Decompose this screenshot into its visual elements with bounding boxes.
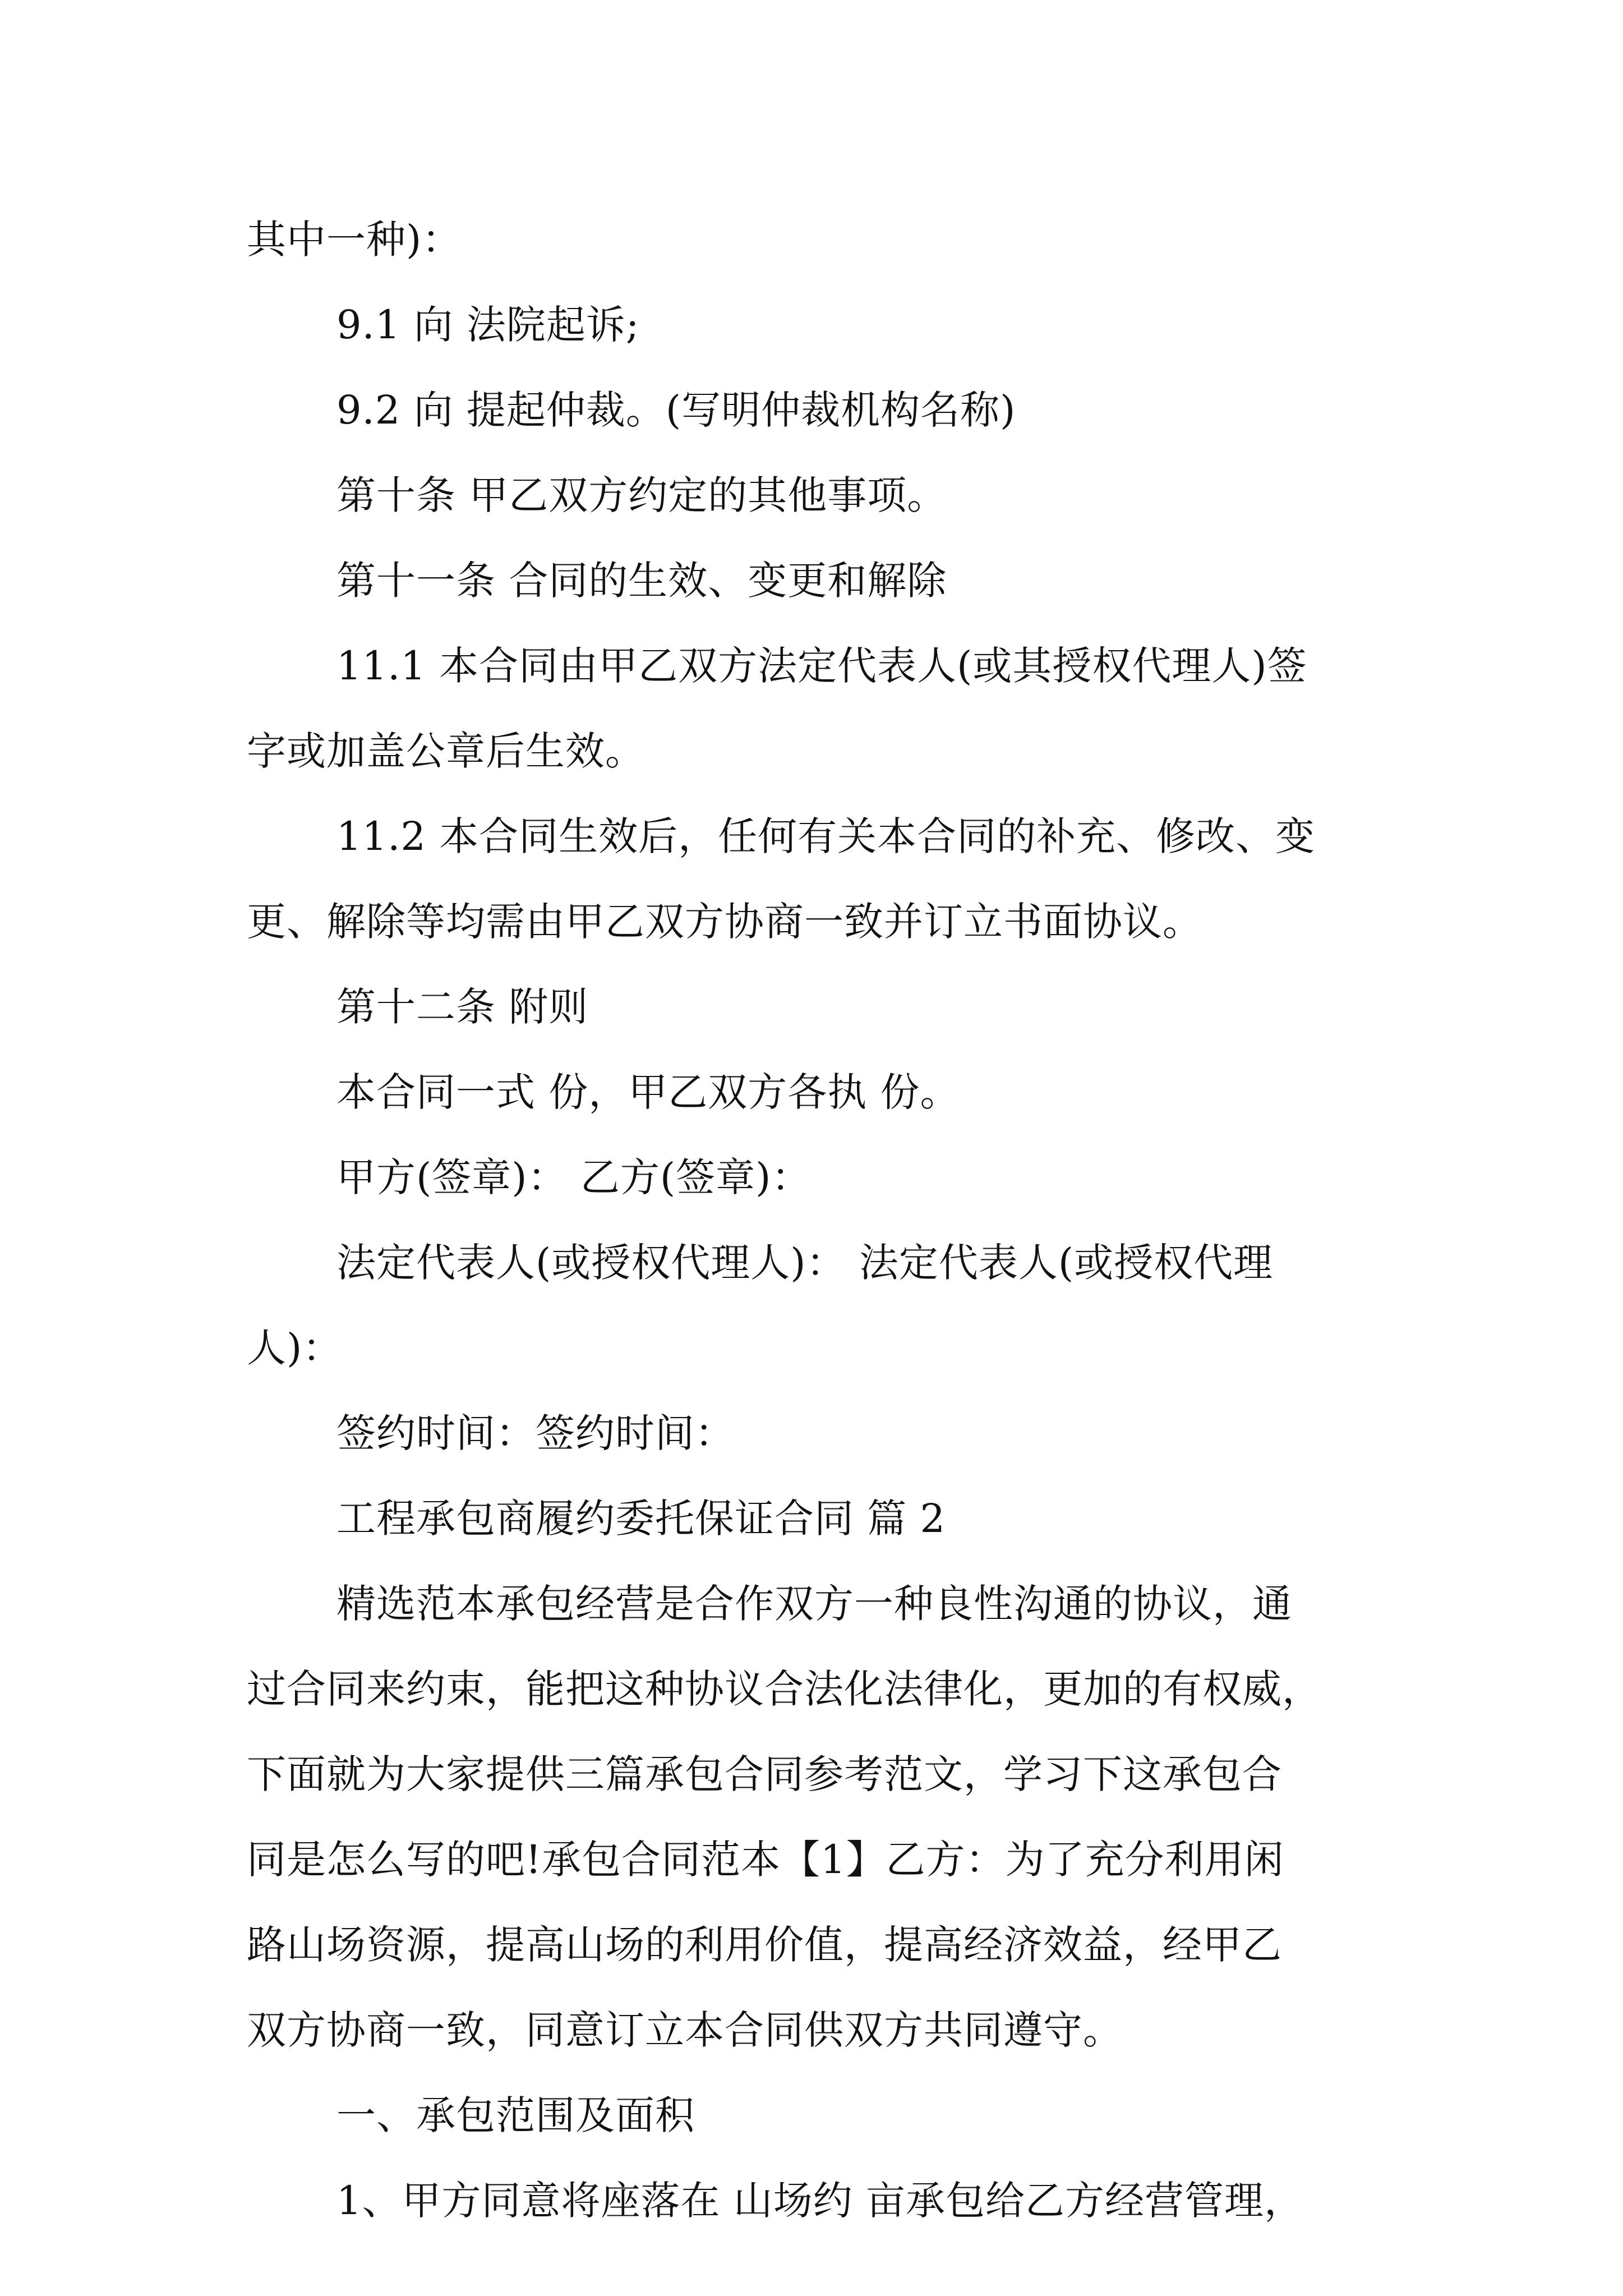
text-line: 9.2 向 提起仲裁。(写明仲裁机构名称) [336, 387, 1016, 433]
text-line: 法定代表人(或授权代理人)： 法定代表人(或授权代理 [336, 1240, 1274, 1286]
text-line: 字或加盖公章后生效。 [247, 728, 645, 774]
text-line: 其中一种)： [247, 217, 462, 263]
text-line: 更、解除等均需由甲乙双方协商一致并订立书面协议。 [247, 899, 1202, 945]
text-line: 下面就为大家提供三篇承包合同参考范文，学习下这承包合 [247, 1751, 1282, 1797]
text-line: 9.1 向 法院起诉; [336, 302, 640, 348]
text-line: 双方协商一致，同意订立本合同供双方共同遵守。 [247, 2007, 1123, 2053]
text-line: 路山场资源，提高山场的利用价值，提高经济效益，经甲乙 [247, 1922, 1282, 1968]
text-line: 人)： [247, 1325, 343, 1371]
text-line: 工程承包商履约委托保证合同 篇 2 [336, 1496, 946, 1542]
text-line: 11.2 本合同生效后，任何有关本合同的补充、修改、变 [336, 813, 1316, 859]
text-line: 第十一条 合同的生效、变更和解除 [336, 558, 947, 604]
text-line: 第十二条 附则 [336, 984, 589, 1030]
text-line: 本合同一式 份，甲乙双方各执 份。 [336, 1069, 960, 1115]
text-line: 甲方(签章)： 乙方(签章)： [336, 1154, 811, 1200]
text-line: 1、甲方同意将座落在 山场约 亩承包给乙方经营管理， [336, 2178, 1304, 2224]
text-line: 一、承包范围及面积 [336, 2092, 695, 2138]
text-line: 精选范本承包经营是合作双方一种良性沟通的协议，通 [336, 1581, 1292, 1627]
text-line: 11.1 本合同由甲乙双方法定代表人(或其授权代理人)签 [336, 643, 1307, 689]
text-line: 第十条 甲乙双方约定的其他事项。 [336, 472, 947, 518]
text-line: 签约时间：签约时间： [336, 1410, 735, 1456]
text-line: 同是怎么写的吧!承包合同范本【1】乙方：为了充分利用闲 [247, 1837, 1284, 1883]
text-line: 过合同来约束，能把这种协议合法化法律化，更加的有权威， [247, 1666, 1322, 1712]
